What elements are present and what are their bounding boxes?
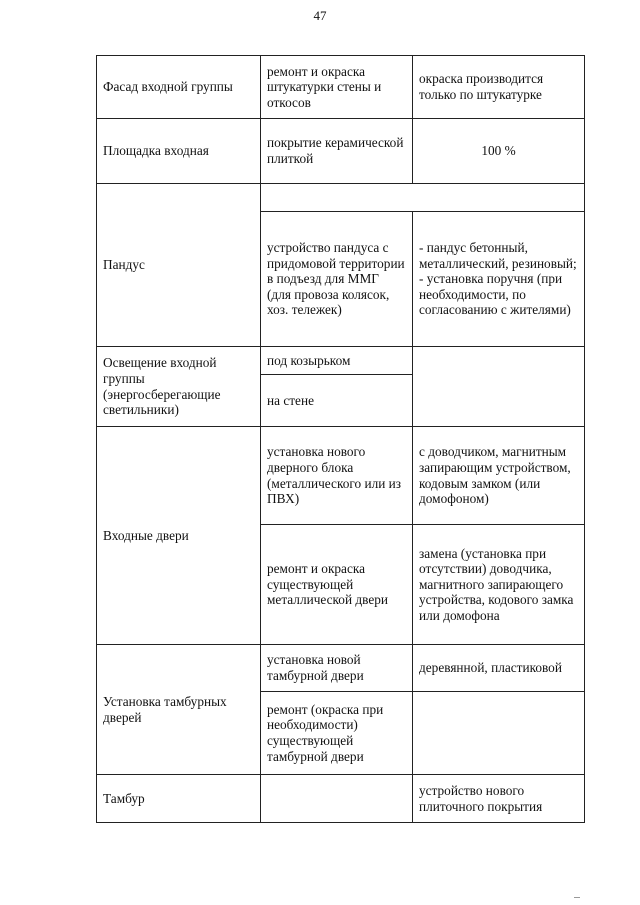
element-cell: Входные двери — [97, 427, 261, 645]
table-row-lighting — [97, 347, 585, 375]
work-cell: устройство пандуса с придомовой территории в подъезд для ММГ (для провоза колясок, хоз. тележек) — [261, 212, 413, 347]
work-cell: под козырьком — [261, 347, 413, 375]
table-row-ramp-spacer — [97, 184, 585, 212]
empty-cell — [261, 184, 585, 212]
note-cell: замена (установка при отсутствии) доводчика, магнитного запирающего устройства, кодового замка или домофона — [413, 525, 585, 645]
table-row-platform — [97, 119, 585, 184]
element-cell: Тамбур — [97, 775, 261, 823]
margin-mark — [574, 893, 580, 898]
note-cell — [413, 212, 585, 347]
works-table — [96, 55, 585, 823]
note-cell: устройство нового плиточного покрытия — [413, 775, 585, 823]
list-item: - пандус бетонный, металлический, резиновый; — [419, 240, 577, 271]
element-cell: Площадка входная — [97, 119, 261, 184]
note-cell: деревянной, пластиковой — [413, 645, 585, 692]
element-cell: Освещение входной группы (энергосберегающие светильники) — [97, 347, 261, 427]
note-cell: 100 % — [413, 119, 585, 184]
table-row-entrance-doors — [97, 427, 585, 525]
work-cell: установка нового дверного блока (металлического или из ПВХ) — [261, 427, 413, 525]
element-cell: Пандус — [97, 184, 261, 347]
work-cell — [261, 775, 413, 823]
table-row-facade — [97, 56, 585, 119]
work-cell: ремонт и окраска существующей металлической двери — [261, 525, 413, 645]
table-row-vestibule — [97, 775, 585, 823]
page-number: 47 — [313, 8, 327, 23]
note-cell — [413, 692, 585, 775]
element-cell: Фасад входной группы — [97, 56, 261, 119]
list-item: - установка поручня (при необходимости, по согласованию с жителями) — [419, 271, 571, 318]
element-cell: Установка тамбурных дверей — [97, 645, 261, 775]
note-cell: с доводчиком, магнитным запирающим устройством, кодовым замком (или домофоном) — [413, 427, 585, 525]
work-cell: ремонт (окраска при необходимости) существующей тамбурной двери — [261, 692, 413, 775]
work-cell: на стене — [261, 375, 413, 427]
note-list — [419, 240, 578, 318]
work-cell: установка новой тамбурной двери — [261, 645, 413, 692]
note-cell: окраска производится только по штукатурке — [413, 56, 585, 119]
work-cell: ремонт и окраска штукатурки стены и откосов — [261, 56, 413, 119]
table-row-vestibule-doors — [97, 645, 585, 692]
note-cell — [413, 347, 585, 427]
work-cell: покрытие керамической плиткой — [261, 119, 413, 184]
